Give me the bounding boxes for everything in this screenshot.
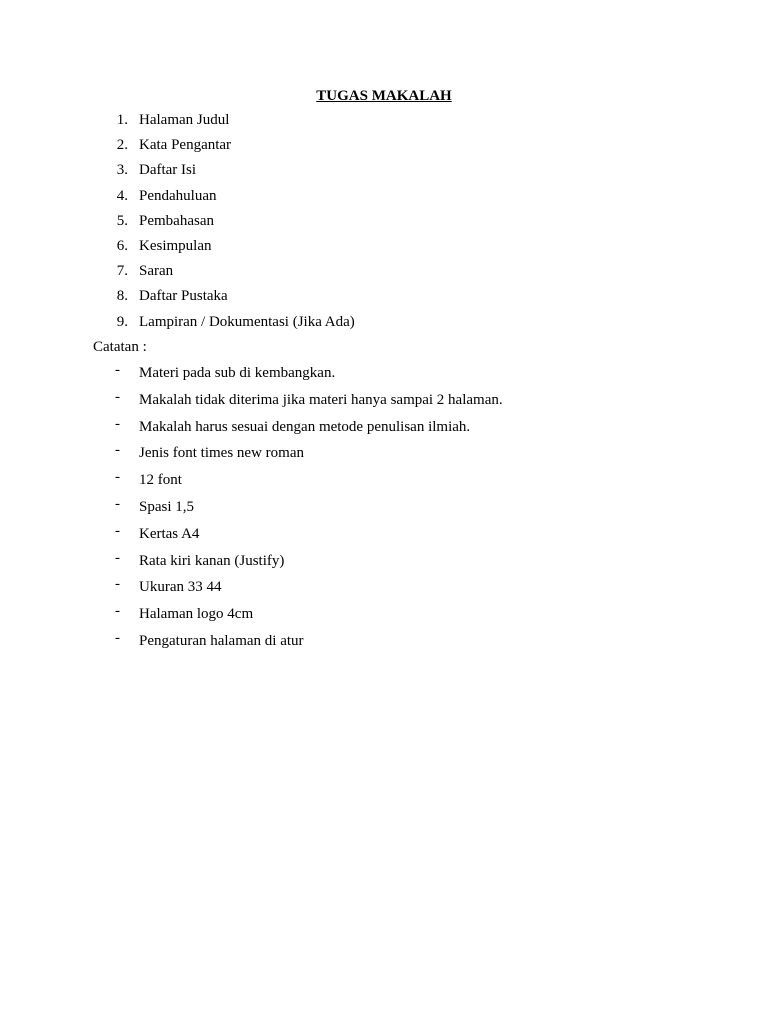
document-title: TUGAS MAKALAH <box>316 88 452 104</box>
section-label: Kesimpulan <box>139 237 212 254</box>
section-item <box>0 212 768 237</box>
section-number: 2. <box>116 137 128 154</box>
section-number: 4. <box>116 187 128 204</box>
note-item <box>0 471 768 498</box>
section-label: Halaman Judul <box>139 112 230 128</box>
note-item <box>0 388 768 418</box>
section-item <box>0 161 768 186</box>
note-text: Kertas A4 <box>139 525 200 542</box>
section-number: 3. <box>116 162 128 179</box>
bullet-marker: - <box>115 522 120 539</box>
bullet-marker: - <box>115 388 120 405</box>
section-item <box>0 187 768 212</box>
section-number: 5. <box>116 212 128 229</box>
notes-heading: Catatan : <box>93 339 147 355</box>
section-label: Daftar Isi <box>139 162 197 179</box>
note-item <box>0 578 768 605</box>
section-label: Saran <box>139 263 174 280</box>
section-number: 1. <box>116 112 128 128</box>
note-text: Rata kiri kanan (Justify) <box>139 552 285 569</box>
note-text: Spasi 1,5 <box>139 498 195 515</box>
section-number: 8. <box>116 288 128 305</box>
note-text: 12 font <box>139 472 182 489</box>
section-label: Kata Pengantar <box>139 137 232 154</box>
section-item <box>0 287 768 312</box>
note-text: Jenis font times new roman <box>139 445 304 462</box>
bullet-marker: - <box>115 362 120 378</box>
note-text: Halaman logo 4cm <box>139 606 254 623</box>
bullet-marker: - <box>115 469 120 486</box>
section-item <box>0 262 768 287</box>
bullet-marker: - <box>115 495 120 512</box>
note-item <box>0 605 768 632</box>
section-item <box>0 313 768 338</box>
note-text: Materi pada sub di kembangkan. <box>139 365 336 381</box>
section-number: 6. <box>116 237 128 254</box>
section-number: 7. <box>116 263 128 280</box>
section-item <box>0 136 768 161</box>
bullet-marker: - <box>115 442 120 459</box>
note-item <box>0 629 768 659</box>
bullet-marker: - <box>115 603 120 620</box>
note-text: Pengaturan halaman di atur <box>139 632 304 649</box>
section-number: 9. <box>116 313 128 330</box>
section-item <box>0 111 768 136</box>
bullet-marker: - <box>115 576 120 593</box>
section-list <box>0 111 768 338</box>
note-text: Makalah harus sesuai dengan metode penulisan ilmiah. <box>139 418 471 435</box>
section-label: Pembahasan <box>139 212 214 229</box>
note-item <box>0 549 768 579</box>
section-label: Daftar Pustaka <box>139 288 228 305</box>
note-item <box>0 415 768 445</box>
note-item <box>0 495 768 525</box>
section-label: Pendahuluan <box>139 187 217 204</box>
section-item <box>0 237 768 262</box>
section-label: Lampiran / Dokumentasi (Jika Ada) <box>139 313 355 330</box>
notes-list <box>0 364 768 659</box>
note-text: Ukuran 33 44 <box>139 579 222 596</box>
note-item <box>0 364 768 391</box>
bullet-marker: - <box>115 549 120 566</box>
note-item <box>0 444 768 471</box>
note-text: Makalah tidak diterima jika materi hanya sampai 2 halaman. <box>139 391 503 408</box>
bullet-marker: - <box>115 629 120 646</box>
note-item <box>0 522 768 552</box>
bullet-marker: - <box>115 415 120 432</box>
